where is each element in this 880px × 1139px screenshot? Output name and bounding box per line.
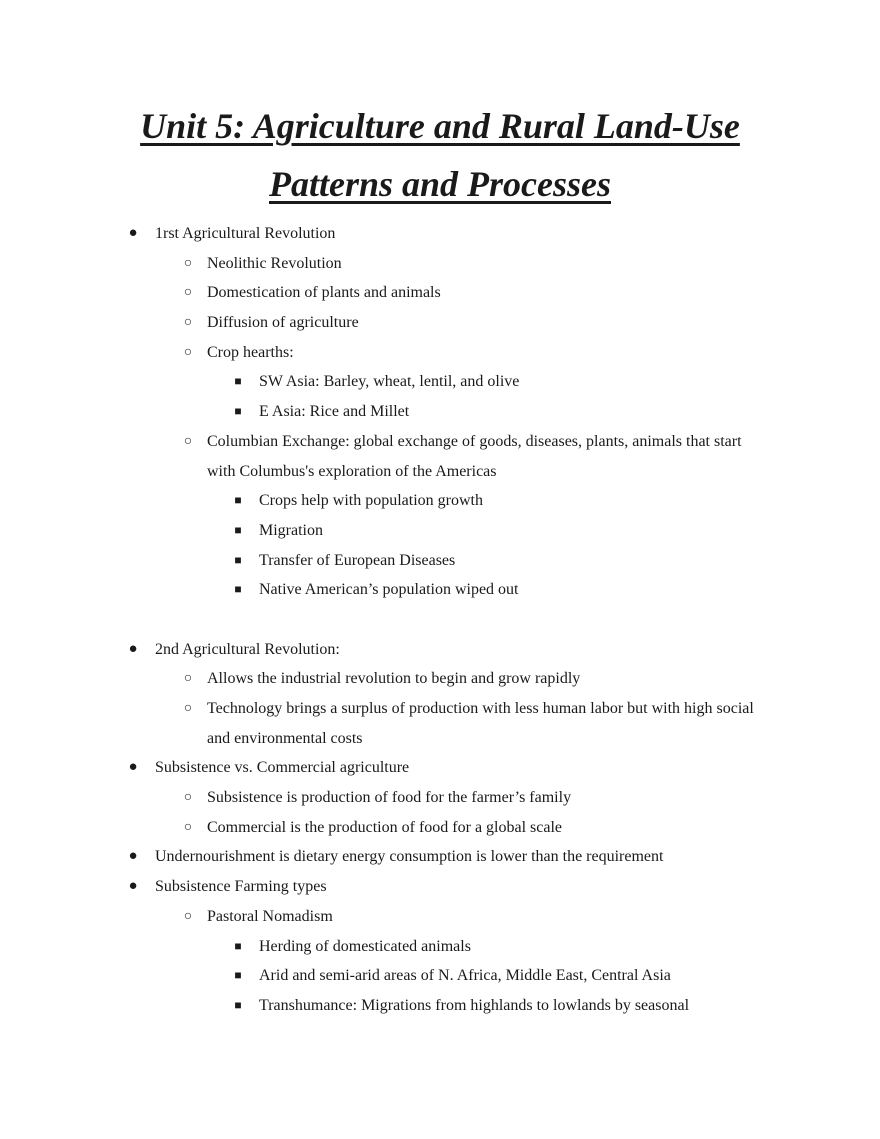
bullet-filled-square-icon: ■ bbox=[234, 997, 242, 1012]
list-item bbox=[0, 546, 880, 576]
bullet-hollow-circle-icon: ○ bbox=[183, 255, 193, 271]
bullet-filled-circle-icon: ● bbox=[128, 848, 138, 865]
bullet-hollow-circle-icon: ○ bbox=[183, 790, 193, 806]
list-item-text: E Asia: Rice and Millet bbox=[259, 403, 410, 421]
list-item-text: Pastoral Nomadism bbox=[207, 907, 333, 925]
bullet-hollow-circle-icon: ○ bbox=[183, 671, 193, 687]
bullet-filled-square-icon: ■ bbox=[234, 938, 242, 953]
bullet-filled-circle-icon: ● bbox=[128, 225, 138, 241]
page-title-line-2: Patterns and Processes bbox=[269, 164, 611, 204]
bullet-filled-circle-icon: ● bbox=[128, 878, 138, 895]
list-item bbox=[0, 338, 880, 368]
list-item-text: Columbian Exchange: global exchange of goods, diseases, plants, animals that start with Columbus's exploration of the Americas bbox=[207, 432, 742, 480]
list-item-text: Herding of domesticated animals bbox=[259, 937, 471, 955]
bullet-filled-square-icon: ■ bbox=[234, 404, 242, 419]
list-item-text: Diffusion of agriculture bbox=[207, 314, 359, 332]
list-item-text: Allows the industrial revolution to begin and grow rapidly bbox=[207, 670, 581, 688]
list-item-text: Crop hearths: bbox=[207, 343, 294, 361]
bullet-filled-circle-icon: ● bbox=[128, 759, 138, 776]
list-item-text: Subsistence vs. Commercial agriculture bbox=[155, 759, 410, 777]
list-item bbox=[0, 516, 880, 546]
bullet-filled-square-icon: ■ bbox=[234, 552, 242, 567]
bullet-filled-square-icon: ■ bbox=[234, 374, 242, 389]
list-item-text: Transhumance: Migrations from highlands to lowlands by seasonal bbox=[259, 996, 690, 1014]
list-item-text: Neolithic Revolution bbox=[207, 254, 342, 272]
bullet-filled-circle-icon: ● bbox=[128, 640, 138, 657]
list-item-text: Subsistence is production of food for the farmer’s family bbox=[207, 789, 572, 807]
list-item-text: 1rst Agricultural Revolution bbox=[155, 225, 336, 242]
list-item-text: Technology brings a surplus of production with less human labor but with high social and environmental costs bbox=[207, 700, 754, 747]
bullet-filled-square-icon: ■ bbox=[234, 522, 242, 537]
bullet-hollow-circle-icon: ○ bbox=[183, 344, 193, 360]
list-item bbox=[0, 991, 880, 1021]
outline-list bbox=[0, 219, 880, 1021]
list-item bbox=[0, 902, 880, 932]
list-item bbox=[0, 694, 880, 753]
list-item bbox=[0, 249, 880, 279]
list-item bbox=[0, 575, 880, 605]
list-item bbox=[0, 664, 880, 694]
list-item-text: Domestication of plants and animals bbox=[207, 284, 441, 302]
list-item bbox=[0, 753, 880, 783]
bullet-hollow-circle-icon: ○ bbox=[183, 285, 193, 301]
list-item-text: Subsistence Farming types bbox=[155, 878, 327, 896]
list-item bbox=[0, 932, 880, 962]
list-item-text: Arid and semi-arid areas of N. Africa, Middle East, Central Asia bbox=[259, 967, 671, 985]
list-item bbox=[0, 961, 880, 991]
list-item bbox=[0, 872, 880, 902]
list-item bbox=[0, 278, 880, 308]
list-item-text: 2nd Agricultural Revolution: bbox=[155, 640, 340, 658]
list-item bbox=[0, 486, 880, 516]
list-item bbox=[0, 308, 880, 338]
list-item-text: Undernourishment is dietary energy consumption is lower than the requirement bbox=[155, 848, 664, 866]
list-item-text: Crops help with population growth bbox=[259, 492, 483, 510]
blank-line bbox=[0, 605, 880, 635]
list-item bbox=[0, 635, 880, 665]
list-item-text: Commercial is the production of food for a global scale bbox=[207, 818, 563, 836]
list-item bbox=[0, 842, 880, 872]
bullet-hollow-circle-icon: ○ bbox=[183, 819, 193, 835]
list-item bbox=[0, 427, 880, 486]
bullet-filled-square-icon: ■ bbox=[234, 582, 242, 597]
list-item bbox=[0, 813, 880, 843]
list-item bbox=[0, 219, 880, 249]
list-item bbox=[0, 367, 880, 397]
list-item bbox=[0, 783, 880, 813]
bullet-filled-square-icon: ■ bbox=[234, 968, 242, 983]
bullet-hollow-circle-icon: ○ bbox=[183, 433, 193, 449]
bullet-hollow-circle-icon: ○ bbox=[183, 908, 193, 924]
bullet-hollow-circle-icon: ○ bbox=[183, 701, 193, 717]
page-title-line-1: Unit 5: Agriculture and Rural Land-Use bbox=[140, 106, 740, 146]
list-item-text: Migration bbox=[259, 521, 323, 539]
list-item-text: Transfer of European Diseases bbox=[259, 551, 456, 569]
list-item-text: Native American’s population wiped out bbox=[259, 581, 519, 599]
list-item-text: SW Asia: Barley, wheat, lentil, and olive bbox=[259, 373, 520, 391]
bullet-filled-square-icon: ■ bbox=[234, 493, 242, 508]
list-item bbox=[0, 397, 880, 427]
bullet-hollow-circle-icon: ○ bbox=[183, 315, 193, 331]
